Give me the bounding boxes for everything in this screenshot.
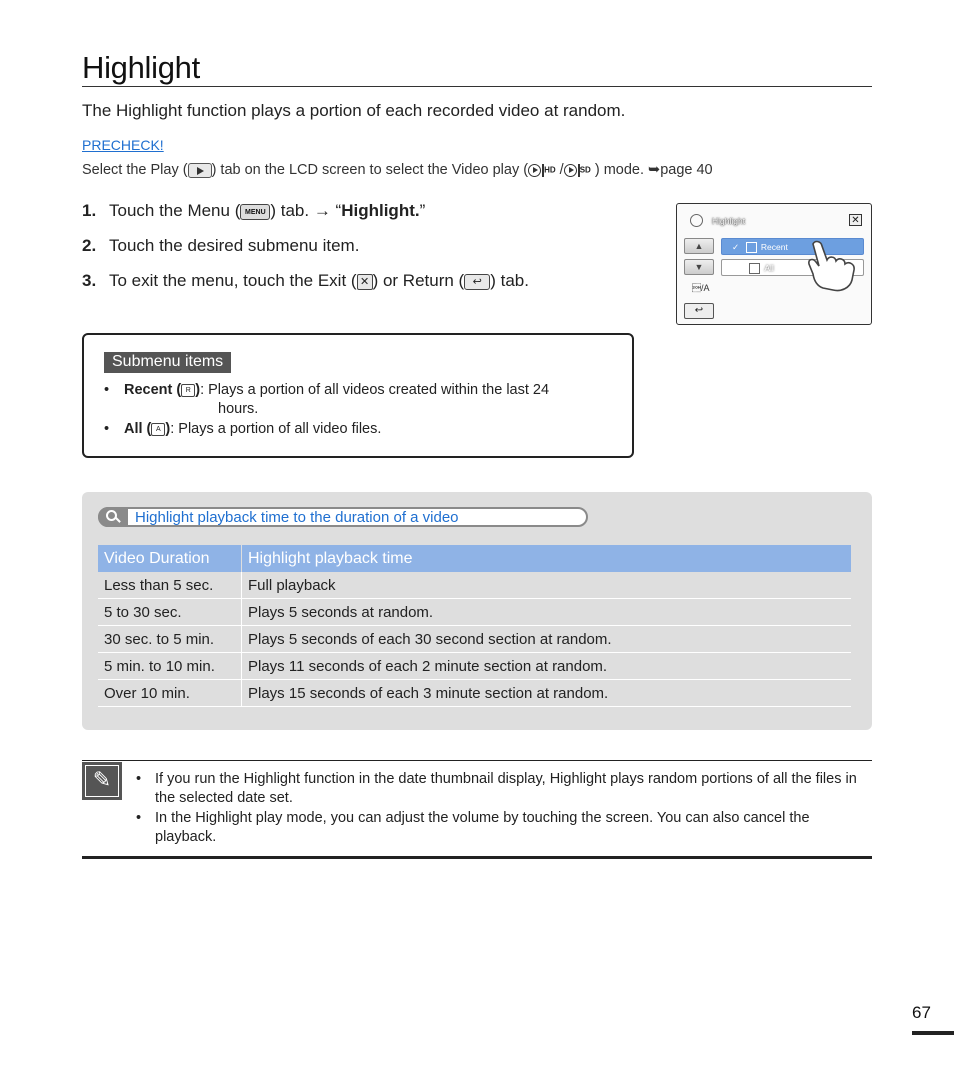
table-row — [98, 653, 851, 680]
table-cell: Plays 11 seconds of each 2 minute section at random. — [242, 653, 852, 680]
bullet: • — [136, 771, 142, 787]
option-label: Recent — [760, 242, 788, 252]
note-top-rule — [82, 760, 872, 761]
all-icon — [749, 263, 760, 274]
column-header: Highlight playback time — [242, 545, 852, 572]
table-cell: Plays 5 seconds at random. — [242, 599, 852, 626]
lcd-title: Highlight — [712, 216, 746, 226]
note-text: In the Highlight play mode, you can adjust the volume by touching the screen. You can also cancel the playback. — [155, 810, 810, 845]
table-row — [98, 680, 851, 707]
precheck-text — [82, 162, 713, 178]
submenu-heading: Submenu items — [104, 352, 231, 373]
lcd-screen-illustration — [676, 203, 872, 325]
table-cell: 5 to 30 sec. — [98, 599, 242, 626]
magnifier-icon — [98, 507, 128, 527]
table-cell: Over 10 min. — [98, 680, 242, 707]
bullet: • — [136, 810, 142, 826]
hand-pointer-icon — [805, 238, 867, 294]
table-cell: Plays 15 seconds of each 3 minute section at random. — [242, 680, 852, 707]
table-row — [98, 626, 851, 653]
page-number: 67 — [912, 1003, 931, 1022]
page-reference: page 40 — [660, 162, 713, 178]
bullet: • — [104, 421, 110, 437]
highlight-menu-name: Highlight. — [341, 201, 420, 220]
page-ref-arrow-icon: ➥ — [648, 162, 661, 178]
step-3: 3. To exit the menu, touch the Exit ( ✕ ) or Return ( ↩ ) tab. — [82, 271, 529, 290]
step-number: 3. — [82, 271, 97, 290]
table-cell: 5 min. to 10 min. — [98, 653, 242, 680]
page-number-rule — [912, 1031, 954, 1035]
playback-time-table — [98, 545, 851, 707]
table-row — [98, 572, 851, 599]
step-2: 2. Touch the desired submenu item. — [82, 236, 360, 255]
submenu-items-box — [82, 333, 634, 458]
note-item — [136, 809, 872, 847]
submenu-item-name: All ( — [124, 421, 152, 437]
step-1: 1. Touch the Menu ( MENU ) tab. → “Highlight.” — [82, 201, 426, 220]
tip-heading — [98, 507, 588, 527]
table-cell: Full playback — [242, 572, 852, 599]
column-header: Video Duration — [98, 545, 242, 572]
intro-text: The Highlight function plays a portion of each recorded video at random. — [82, 101, 626, 120]
recent-icon — [746, 242, 757, 253]
note-text: If you run the Highlight function in the date thumbnail display, Highlight plays random portions of all the files in the selected date set. — [155, 771, 857, 806]
recent-icon: R — [181, 384, 195, 397]
play-tab-icon — [188, 163, 212, 178]
step-number: 1. — [82, 201, 97, 220]
title-rule — [82, 86, 872, 87]
precheck-label: PRECHECK! — [82, 137, 164, 153]
note-bottom-rule — [82, 856, 872, 859]
close-icon[interactable]: ✕ — [849, 214, 862, 226]
play-mode-icon — [690, 214, 703, 227]
precheck-text-part: ) mode. — [590, 162, 649, 178]
note-item — [136, 770, 872, 808]
return-button[interactable]: ↩ — [684, 303, 714, 319]
precheck-text-part: ) tab on the LCD screen to select the Video play ( — [211, 162, 529, 178]
all-icon: A — [151, 423, 165, 436]
scroll-up-button[interactable]: ▲ — [684, 238, 714, 254]
submenu-item-recent: • Recent ( R ): Plays a portion of all videos created within the last 24 — [104, 382, 550, 398]
video-play-sd-icon: SD — [564, 164, 591, 177]
submenu-item-desc: : Plays a portion of all video files. — [170, 421, 382, 437]
submenu-item-all: • All ( A ): Plays a portion of all video files. — [104, 421, 382, 437]
arrow-icon: → — [313, 201, 331, 220]
submenu-item-desc: : Plays a portion of all videos created within the last 24 — [200, 382, 550, 398]
check-icon: ✓ — [732, 242, 740, 252]
exit-tab-icon: ✕ — [357, 274, 373, 290]
lcd-small-label: /A — [692, 283, 710, 293]
bullet: • — [104, 382, 110, 398]
table-cell: 30 sec. to 5 min. — [98, 626, 242, 653]
submenu-item-recent-cont: hours. — [218, 401, 259, 417]
tip-title: Highlight playback time to the duration of a video — [135, 509, 459, 526]
tip-panel — [82, 492, 872, 730]
precheck-text-part: Select the Play ( — [82, 162, 188, 178]
return-tab-icon: ↩ — [464, 274, 490, 290]
option-label: All — [764, 263, 774, 273]
page-title: Highlight — [82, 50, 200, 85]
note-icon: ✎ — [82, 762, 122, 800]
scroll-down-button[interactable]: ▼ — [684, 259, 714, 275]
table-cell: Plays 5 seconds of each 30 second section at random. — [242, 626, 852, 653]
menu-tab-icon: MENU — [240, 204, 270, 220]
video-play-hd-icon: HD — [528, 164, 556, 177]
table-row — [98, 599, 851, 626]
step-number: 2. — [82, 236, 97, 255]
precheck-separator: / — [555, 162, 564, 178]
lcd-header — [677, 204, 871, 234]
submenu-item-name: Recent ( — [124, 382, 182, 398]
table-cell: Less than 5 sec. — [98, 572, 242, 599]
